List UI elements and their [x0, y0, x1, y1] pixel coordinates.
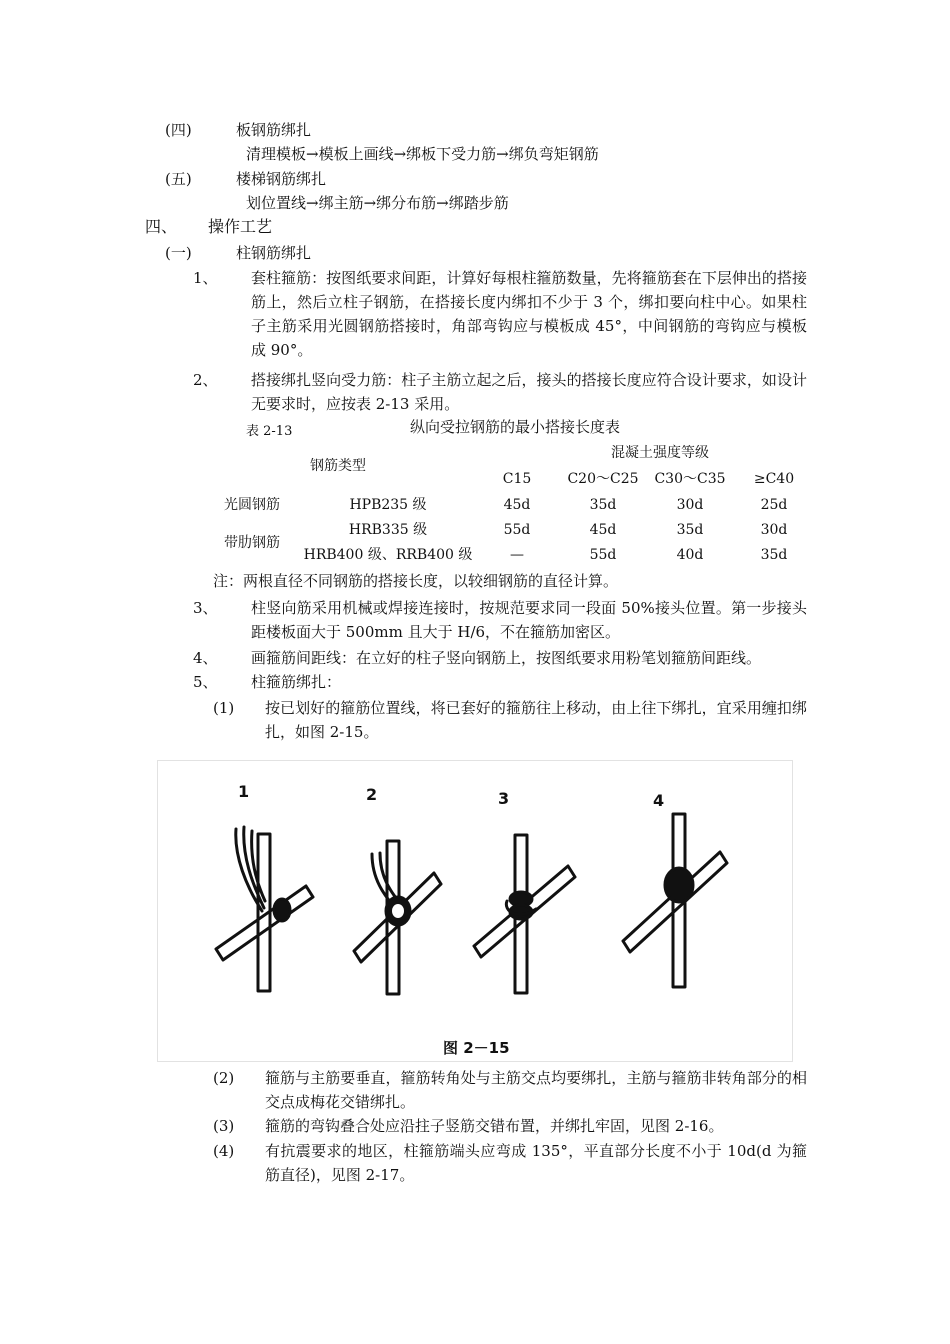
subitem-2-text: 箍筋与主筋要垂直，箍筋转角处与主筋交点均要绑扎，主筋与箍筋非转角部分的相交点成梅花交错绑扎。 [265, 1069, 807, 1111]
item-1-number: 1、 [193, 269, 218, 287]
subitem-2-number: (2) [213, 1069, 235, 1087]
figure-caption: 图 2－15 [443, 1039, 510, 1057]
table-group-label: 带肋钢筋 [224, 535, 280, 551]
section-4-title: 板钢筋绑扎 [236, 121, 312, 139]
table-header-strength: 混凝土强度等级 [611, 445, 709, 461]
table-caption: 纵向受拉钢筋的最小搭接长度表 [410, 418, 621, 436]
item-3-number: 3、 [193, 599, 218, 617]
table-cell: 35d [760, 547, 788, 563]
item-2-text: 搭接绑扎竖向受力筋：柱子主筋立起之后，接头的搭接长度应符合设计要求，如设计无要求时，应按表 2-13 采用。 [251, 371, 807, 413]
figure-label: 1 [238, 782, 250, 801]
table-group-label: 光圆钢筋 [224, 497, 280, 513]
subitem-1-number: (1) [213, 699, 235, 717]
section-4-flow: 清理模板→模板上画线→绑板下受力筋→绑负弯矩钢筋 [246, 145, 599, 163]
figure-2-15 [157, 760, 793, 1062]
figure-label: 4 [653, 791, 665, 810]
table-cell: — [510, 547, 524, 563]
tie-method-4-drawing [623, 814, 727, 987]
table-cell: 30d [676, 497, 704, 513]
section-5-number: (五) [165, 170, 192, 188]
table-steel-grade: HRB400 级、RRB400 级 [303, 547, 473, 563]
item-1-text: 套柱箍筋：按图纸要求间距，计算好每根柱箍筋数量，先将箍筋套在下层伸出的搭接筋上，然后立柱子钢筋，在搭接长度内绑扣不少于 3 个，绑扣要向柱中心。如果柱子主筋采用光圆钢筋搭接时，角部弯钩应与模板成 45°，中间钢筋的弯钩应与模板成 90°。 [251, 269, 807, 359]
table-cell: 45d [589, 522, 617, 538]
item-3-text: 柱竖向筋采用机械或焊接连接时，按规范要求同一段面 50%接头位置。第一步接头距楼板面大于 500mm 且大于 H/6，不在箍筋加密区。 [251, 599, 807, 641]
rebar-tie-illustration [158, 761, 792, 1061]
table-grade: C20～C25 [567, 471, 639, 487]
subsection-1-title: 柱钢筋绑扎 [236, 244, 312, 262]
table-cell: 45d [503, 497, 531, 513]
table-cell: 25d [760, 497, 788, 513]
chapter-4-number: 四、 [145, 217, 178, 236]
figure-label: 3 [498, 789, 510, 808]
subitem-4-text: 有抗震要求的地区，柱箍筋端头应弯成 135°，平直部分长度不小于 10d(d 为箍筋直径)，见图 2-17。 [265, 1142, 807, 1184]
item-5-number: 5、 [193, 673, 218, 691]
table-cell: 55d [503, 522, 531, 538]
table-cell: 55d [589, 547, 617, 563]
table-cell: 35d [676, 522, 704, 538]
item-4-text: 画箍筋间距线：在立好的柱子竖向钢筋上，按图纸要求用粉笔划箍筋间距线。 [251, 649, 762, 667]
table-number: 表 2-13 [246, 424, 293, 439]
subitem-3-number: (3) [213, 1117, 235, 1135]
table-grade: C30～C35 [654, 471, 726, 487]
subitem-3-text: 箍筋的弯钩叠合处应沿拄子竖筋交错布置，并绑扎牢固，见图 2-16。 [265, 1117, 724, 1135]
tie-method-1-drawing [216, 827, 313, 991]
section-5-flow: 划位置线→绑主筋→绑分布筋→绑踏步筋 [246, 194, 509, 212]
table-note: 注：两根直径不同钢筋的搭接长度，以较细钢筋的直径计算。 [213, 572, 619, 590]
table-grade: ≥C40 [753, 471, 795, 487]
subsection-1-number: (一) [165, 244, 192, 262]
table-steel-grade: HPB235 级 [349, 497, 427, 513]
item-4-number: 4、 [193, 649, 218, 667]
figure-label: 2 [366, 785, 378, 804]
section-5-title: 楼梯钢筋绑扎 [236, 170, 327, 188]
table-header-type: 钢筋类型 [310, 458, 366, 474]
table-cell: 35d [589, 497, 617, 513]
chapter-4-title: 操作工艺 [208, 217, 273, 236]
subitem-1-text: 按已划好的箍筋位置线，将已套好的箍筋往上移动，由上往下绑扎，宜采用缠扣绑扎，如图 2-15。 [265, 699, 807, 741]
table-cell: 40d [676, 547, 704, 563]
item-5-text: 柱箍筋绑扎： [251, 673, 342, 691]
subitem-4-number: (4) [213, 1142, 235, 1160]
tie-method-2-drawing [354, 841, 441, 994]
item-2-number: 2、 [193, 371, 218, 389]
table-steel-grade: HRB335 级 [348, 522, 428, 538]
table-grade: C15 [502, 471, 532, 487]
section-4-number: (四) [165, 121, 192, 139]
table-cell: 30d [760, 522, 788, 538]
tie-method-3-drawing [474, 835, 575, 993]
